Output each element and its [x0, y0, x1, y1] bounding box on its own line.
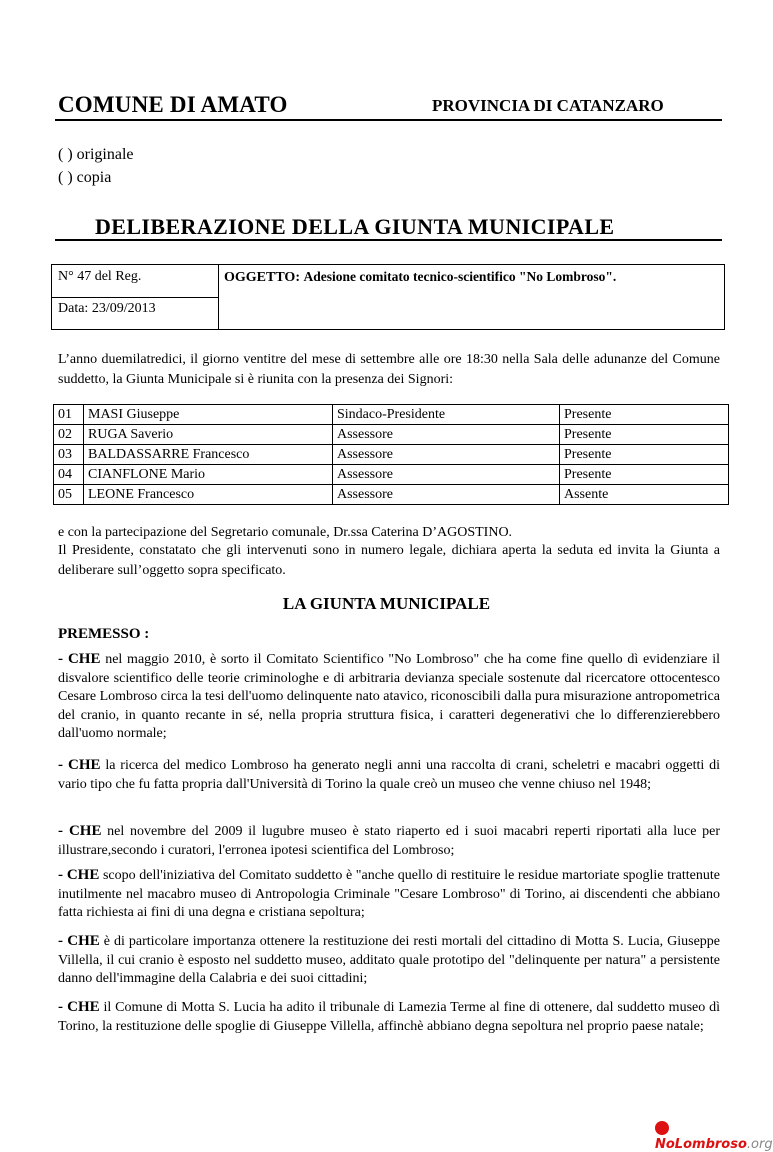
- provincia-title: PROVINCIA DI CATANZARO: [432, 96, 664, 115]
- member-name: RUGA Saverio: [84, 425, 333, 445]
- no-sign-icon: [655, 1121, 669, 1135]
- header-rule: [55, 119, 722, 121]
- member-status: Presente: [560, 465, 729, 485]
- member-name: LEONE Francesco: [84, 485, 333, 505]
- member-name: CIANFLONE Mario: [84, 465, 333, 485]
- secretary-line: e con la partecipazione del Segretario comunale, Dr.ssa Caterina D’AGOSTINO.: [58, 525, 513, 540]
- che-text: nel maggio 2010, è sorto il Comitato Scientifico "No Lombroso" che ha come fine quello dì evidenziare il disvalore scientifico delle teorie criminologhe e di arbitraria devianza speciale sostenute dal ricercatore ottocentesco Cesare Lombroso circa la tesi dell'uomo delinquente nato atavico, riconoscibili dalla pura misurazione antropometrica del cranio, in quanto recante in sé, nella propria struttura fisica, i caratteri degenerativi che lo differenzierebbero dall'uomo normale;: [58, 652, 720, 741]
- watermark-suffix: .org: [746, 1137, 773, 1152]
- member-role: Assessore: [333, 425, 560, 445]
- comune-title: COMUNE DI AMATO: [58, 92, 288, 117]
- member-name: MASI Giuseppe: [84, 405, 333, 425]
- che-prefix: - CHE: [58, 823, 102, 839]
- che-prefix: - CHE: [58, 999, 100, 1015]
- registry-date: Data: 23/09/2013: [58, 301, 156, 316]
- member-status: Presente: [560, 425, 729, 445]
- member-row: [54, 465, 729, 485]
- member-row: [54, 445, 729, 465]
- member-name: BALDASSARRE Francesco: [84, 445, 333, 465]
- member-role: Sindaco-Presidente: [333, 405, 560, 425]
- watermark-logo: [655, 1121, 773, 1152]
- che-text: la ricerca del medico Lombroso ha generato negli anni una raccolta di crani, scheletri e macabri oggetti di vario tipo che fu fatta propria dall'Università di Torino la quale creò un museo che venne chiuso nel 1948;: [58, 758, 720, 792]
- oggetto-text: Adesione comitato tecnico-scientifico "No Lombroso".: [303, 269, 617, 284]
- member-row: [54, 485, 729, 505]
- member-num: 01: [54, 405, 84, 425]
- premesso-item: [58, 932, 720, 989]
- che-text: scopo dell'iniziativa del Comitato suddetto è "anche quello di restituire le residue martoriate spoglie trattenute inutilmente nel macabro museo di Antropologia Criminale "Cesare Lombroso" di Torino, ai discendenti che abbiano fatta richiesta ai fini di una degna e cristiana sepoltura;: [58, 868, 720, 920]
- premesso-item: [58, 756, 720, 794]
- member-num: 03: [54, 445, 84, 465]
- watermark-brand: NoLombroso: [655, 1137, 747, 1152]
- che-prefix: - CHE: [58, 933, 100, 949]
- che-text: è di particolare importanza ottenere la restituzione dei resti mortali del cittadino di Motta S. Lucia, Giuseppe Villella, il cui cranio è esposto nel suddetto museo, additato quale prototipo del "delinquente per natura" a persistente danno dell'immagine della Calabria e dei suoi cittadini;: [58, 934, 721, 986]
- registry-box: [51, 264, 725, 330]
- intro-paragraph: L’anno duemilatredici, il giorno ventitre del mese di settembre alle ore 18:30 nella Sala delle adunanze del Comune suddetto, la Giunta Municipale si è riunita con la presenza dei Signori:: [58, 352, 720, 387]
- premesso-item: [58, 650, 720, 744]
- member-status: Presente: [560, 445, 729, 465]
- title-rule: [55, 239, 722, 241]
- document-title: DELIBERAZIONE DELLA GIUNTA MUNICIPALE: [95, 214, 615, 239]
- member-row: [54, 425, 729, 445]
- president-paragraph: Il Presidente, constatato che gli intervenuti sono in numero legale, dichiara aperta la seduta ed invita la Giunta a deliberare sull’oggetto sopra specificato.: [58, 543, 720, 578]
- che-prefix: - CHE: [58, 757, 101, 773]
- option-copia: ( ) copia: [58, 169, 112, 186]
- che-text: il Comune di Motta S. Lucia ha adito il tribunale di Lamezia Terme al fine di ottenere, dal suddetto museo dì Torino, la restituzione delle spoglie di Giuseppe Villella, affinchè abbiano degna sepoltura nel proprio paese natale;: [58, 1000, 720, 1034]
- premesso-item: [58, 822, 720, 860]
- member-role: Assessore: [333, 465, 560, 485]
- option-originale: ( ) originale: [58, 146, 134, 163]
- members-table: [53, 404, 729, 505]
- che-prefix: - CHE: [58, 651, 101, 667]
- che-text: nel novembre del 2009 il lugubre museo è stato riaperto ed i suoi macabri reperti riportati alla luce per illustrare,secondo i curatori, l'erronea ipotesi scientifica del Lombroso;: [58, 824, 720, 858]
- registry-number: N° 47 del Reg.: [58, 269, 142, 284]
- member-num: 05: [54, 485, 84, 505]
- member-num: 02: [54, 425, 84, 445]
- registry-oggetto: [224, 269, 616, 286]
- premesso-item: [58, 998, 720, 1036]
- member-status: Presente: [560, 405, 729, 425]
- section-title: LA GIUNTA MUNICIPALE: [282, 594, 491, 613]
- registry-divider-h: [52, 297, 218, 298]
- member-status: Assente: [560, 485, 729, 505]
- premesso-item: [58, 866, 720, 923]
- premesso-label: PREMESSO :: [58, 626, 150, 642]
- member-num: 04: [54, 465, 84, 485]
- oggetto-label: OGGETTO:: [224, 270, 300, 285]
- member-row: [54, 405, 729, 425]
- member-role: Assessore: [333, 445, 560, 465]
- che-prefix: - CHE: [58, 867, 100, 883]
- registry-divider: [218, 265, 219, 329]
- member-role: Assessore: [333, 485, 560, 505]
